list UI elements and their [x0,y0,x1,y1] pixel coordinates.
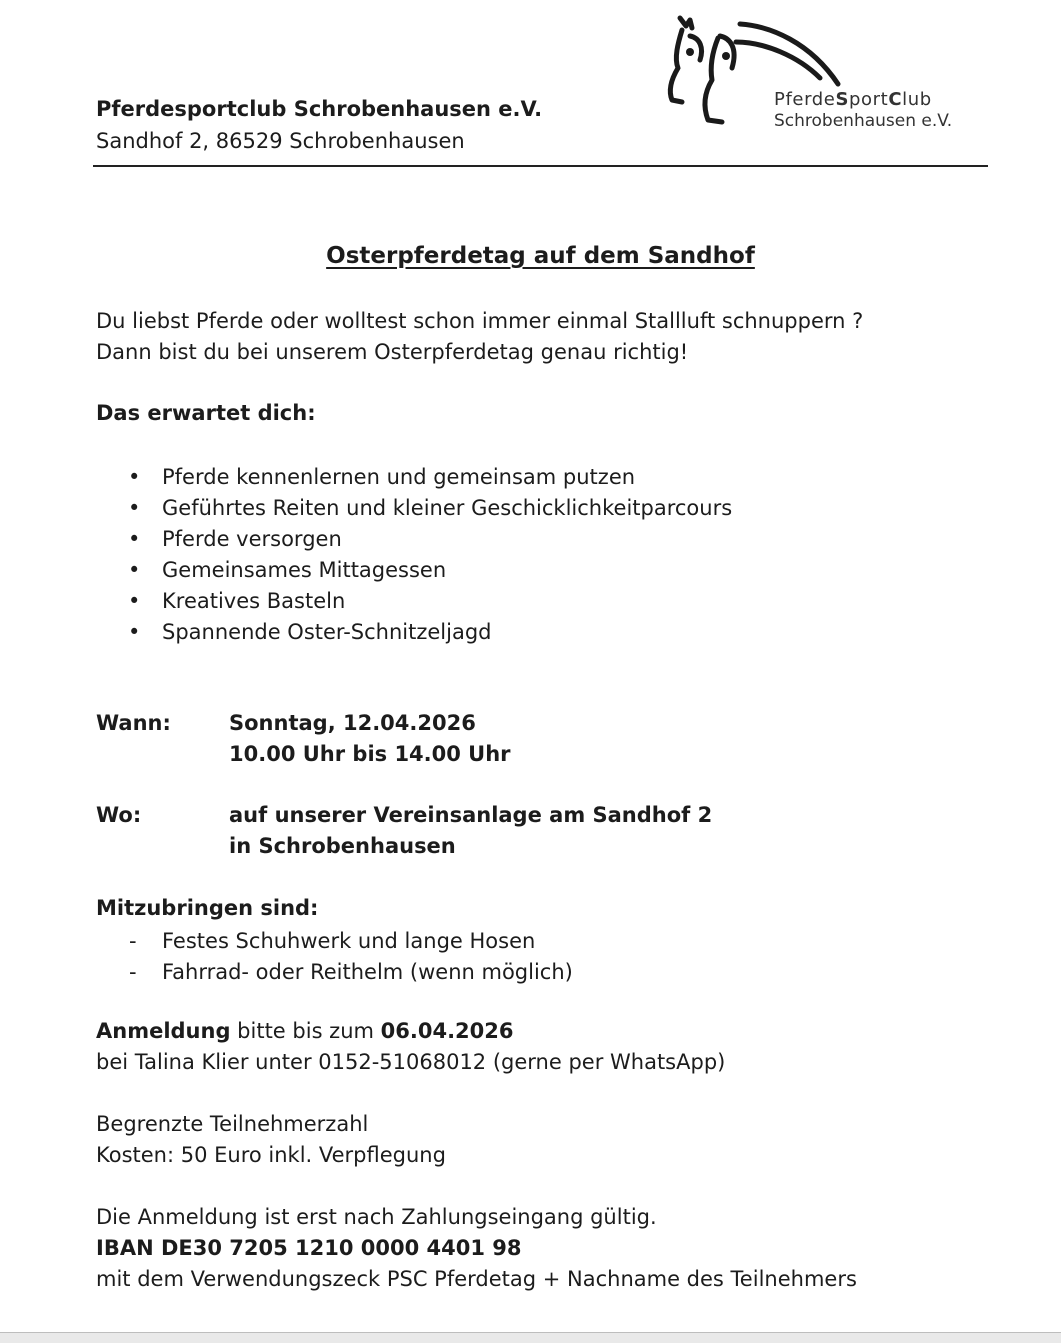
list-item: • Kreatives Basteln [96,586,732,617]
list-item: - Fahrrad- oder Reithelm (wenn möglich) [96,957,573,988]
registration-line-1: Anmeldung bitte bis zum 06.04.2026 [96,1019,514,1043]
logo-text-line2: Schrobenhausen e.V. [774,111,953,131]
intro-line-2: Dann bist du bei unserem Osterpferdetag genau richtig! [96,340,689,364]
iban: IBAN DE30 7205 1210 0000 4401 98 [96,1236,522,1260]
logo-text-line1: PferdeSportClub [774,89,932,110]
registration-line-2: bei Talina Klier unter 0152-51068012 (gerne per WhatsApp) [96,1050,726,1074]
when-time: 10.00 Uhr bis 14.00 Uhr [229,742,511,766]
when-date: Sonntag, 12.04.2026 [229,711,476,735]
list-item: • Spannende Oster-Schnitzeljagd [96,617,732,648]
info-line-2: Kosten: 50 Euro inkl. Verpflegung [96,1143,446,1167]
bring-heading: Mitzubringen sind: [96,896,319,920]
org-address: Sandhof 2, 86529 Schrobenhausen [96,129,465,153]
header-divider [93,165,988,167]
expect-list [96,462,732,648]
info-line-1: Begrenzte Teilnehmerzahl [96,1112,369,1136]
expect-heading: Das erwartet dich: [96,401,316,425]
list-item: - Festes Schuhwerk und lange Hosen [96,926,573,957]
payment-line-3: mit dem Verwendungszeck PSC Pferdetag + Nachname des Teilnehmers [96,1267,857,1291]
bring-list [96,926,573,988]
where-line-1: auf unserer Vereinsanlage am Sandhof 2 [229,803,713,827]
page-bottom-edge [0,1332,1061,1343]
where-line-2: in Schrobenhausen [229,834,456,858]
intro-line-1: Du liebst Pferde oder wolltest schon immer einmal Stallluft schnuppern ? [96,309,864,333]
list-item: • Gemeinsames Mittagessen [96,555,732,586]
when-label: Wann: [96,711,171,735]
list-item: • Pferde versorgen [96,524,732,555]
page-title: Osterpferdetag auf dem Sandhof [326,243,755,269]
list-item: • Pferde kennenlernen und gemeinsam putzen [96,462,732,493]
payment-line-1: Die Anmeldung ist erst nach Zahlungseingang gültig. [96,1205,657,1229]
org-name: Pferdesportclub Schrobenhausen e.V. [96,97,543,121]
where-label: Wo: [96,803,142,827]
list-item: • Geführtes Reiten und kleiner Geschicklichkeitparcours [96,493,732,524]
